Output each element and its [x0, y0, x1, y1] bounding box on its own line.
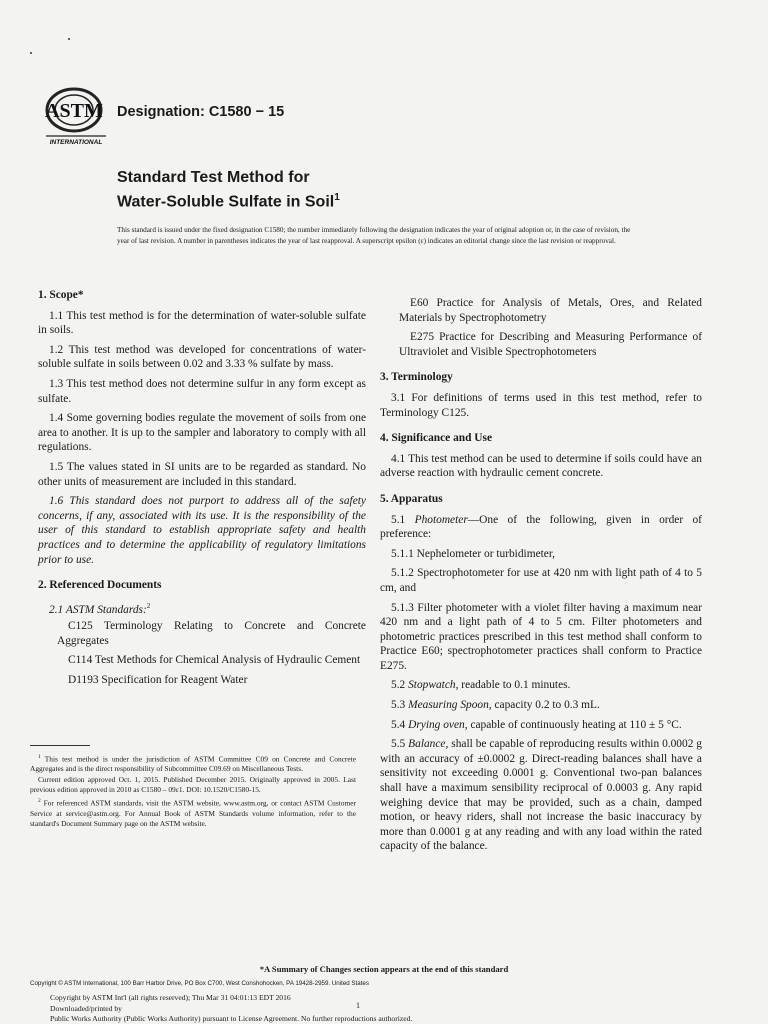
reference-e60: E60 Practice for Analysis of Metals, Ores, and Related Materials by Spectrophotometry [399, 297, 702, 324]
paragraph-5-4-number: 5.4 [391, 718, 406, 731]
paragraph-5-1-2: 5.1.2 Spectrophotometer for use at 420 nm with light path of 4 to 5 cm, and [380, 567, 702, 594]
reference-c125: C125 Terminology Relating to Concrete and Concrete Aggregates [57, 620, 366, 647]
paragraph-5-1-term: Photometer [414, 513, 468, 526]
paragraph-5-2-number: 5.2 [391, 679, 406, 692]
download-copyright-line: Copyright by ASTM Int'l (all rights reserved); Thu Mar 31 04:01:13 EDT 2016 [50, 993, 291, 1002]
svg-text:ASTM: ASTM [45, 100, 103, 122]
footnote-2 [30, 796, 356, 828]
footnote-rule [30, 745, 90, 746]
paragraph-5-5-text: shall be capable of reproducing results within 0.0002 g with an accuracy of ±0.0002 g. Direct-reading balances shall have a sensitivity not exceeding 0.0001 g. Conventional two-pan balances shall have a maximum sensibility reciprocal of 0.0003 g. Any rapid weighing device that may be provided, such as a chain, damped motion, or heavy riders, shall not increase the basic inaccuracy by more than 0.0001 g at any reading and with any load within the rated capacity of the balance. [380, 738, 702, 853]
reference-e275: E275 Practice for Describing and Measuring Performance of Ultraviolet and Visible Spectrophotometers [399, 331, 702, 358]
title-footnote-ref: 1 [334, 192, 340, 203]
footnote-1-marker: 1 [38, 754, 41, 760]
paragraph-5-2-term: Stopwatch, [408, 679, 459, 692]
paragraph-3-1: 3.1 For definitions of terms used in this test method, refer to Terminology C125. [380, 391, 702, 419]
footnote-1-text: This test method is under the jurisdiction of ASTM Committee C09 on Concrete and Concrete Aggregates and is the direct responsibility of Subcommittee C09.69 on Miscellaneous Tests. [30, 754, 357, 774]
copyright-address: Copyright © ASTM International, 100 Barr Harbor Drive, PO Box C700, West Conshohocken, PA 19428-2959. United States [30, 980, 369, 987]
summary-of-changes-note: *A Summary of Changes section appears at the end of this standard [259, 964, 509, 974]
section-heading-scope: 1. Scope* [38, 289, 84, 301]
paragraph-5-2 [380, 678, 702, 693]
footnote-1 [30, 752, 356, 774]
left-column [38, 288, 366, 692]
reference-d1193: D1193 Specification for Reagent Water [68, 673, 248, 686]
section-heading-significance: 4. Significance and Use [380, 432, 493, 445]
paragraph-5-1-text: —One of the following, given in order of preference: [380, 513, 702, 541]
scan-speck [68, 38, 70, 40]
scan-speck [30, 52, 32, 54]
downloaded-by-line: Downloaded/printed by [50, 1004, 122, 1013]
paragraph-5-5-number: 5.5 [391, 738, 406, 751]
paragraph-5-4-term: Drying oven, [408, 718, 468, 731]
reference-c114: C114 Test Methods for Chemical Analysis of Hydraulic Cement [68, 654, 361, 667]
paragraph-1-4: 1.4 Some governing bodies regulate the movement of soils from one area to another. It is up to the sampler and laboratory to comply with all regulations. [38, 412, 366, 454]
logo-text: INTERNATIONAL [49, 139, 103, 146]
title-line-1: Standard Test Method for [117, 169, 310, 186]
right-column [380, 296, 702, 859]
paragraph-4-1: 4.1 This test method can be used to determine if soils could have an adverse reaction with hydraulic cement concrete. [380, 452, 702, 480]
paragraph-2-1 [38, 599, 366, 617]
footnote-1-edition: Current edition approved Oct. 1, 2015. Published December 2015. Originally approved in 2005. Last previous edition approved in 2010 as C1580 – 09ε1. DOI: 10.1520/C1580-15. [30, 775, 356, 795]
title-line-2-text: Water-Soluble Sulfate in Soil [117, 193, 335, 211]
paragraph-5-3-number: 5.3 [391, 699, 406, 712]
paragraph-1-1: 1.1 This test method is for the determination of water-soluble sulfate in soils. [38, 309, 366, 337]
footnotes [30, 745, 356, 830]
paragraph-1-5: 1.5 The values stated in SI units are to be regarded as standard. No other units of measurement are included in this standard. [38, 460, 366, 488]
astm-logo-icon [40, 86, 110, 146]
section-heading-apparatus: 5. Apparatus [380, 492, 443, 505]
paragraph-5-5-term: Balance, [408, 738, 449, 751]
title-line-2 [117, 188, 340, 212]
paragraph-2-1-text: 2.1 ASTM Standards: [49, 603, 147, 616]
paragraph-1-3: 1.3 This test method does not determine sulfur in any form except as sulfate. [38, 377, 366, 405]
paragraph-5-1-1: 5.1.1 Nephelometer or turbidimeter, [391, 547, 556, 560]
paragraph-2-1-footnote-ref: 2 [146, 601, 151, 610]
paragraph-5-3 [380, 698, 702, 713]
paragraph-1-6: 1.6 This standard does not purport to address all of the safety concerns, if any, associated with its use. It is the responsibility of the user of this standard to establish appropriate safety and health practices and to determine the applicability of regulatory limitations prior to use. [38, 495, 366, 566]
section-heading-terminology: 3. Terminology [380, 371, 453, 384]
document-title [117, 168, 340, 212]
issuance-note: This standard is issued under the fixed designation C1580; the number immediately following the designation indicates the year of original adoption or, in the case of revision, the year of last revision. A number in parentheses indicates the year of last reapproval. A superscript epsilon (ε) indicates an editorial change since the last revision or reapproval. [117, 226, 631, 245]
paragraph-1-2: 1.2 This test method was developed for concentrations of water-soluble sulfate in soils between 0.02 and 3.33 % sulfate by mass. [38, 343, 366, 371]
paragraph-5-1 [380, 513, 702, 542]
footnote-2-text: For referenced ASTM standards, visit the ASTM website, www.astm.org, or contact ASTM Customer Service at service@astm.org. For Annual Book of ASTM Standards volume information, refer to the standard's Document Summary page on the ASTM website. [30, 798, 356, 828]
page-number: 1 [356, 1001, 360, 1010]
designation: Designation: C1580 − 15 [117, 104, 285, 120]
paragraph-5-4 [380, 718, 702, 733]
footnote-2-marker: 2 [38, 798, 41, 805]
license-line: Public Works Authority (Public Works Authority) pursuant to License Agreement. No further reproductions authorized. [50, 1014, 413, 1023]
section-heading-referenced-documents: 2. Referenced Documents [38, 579, 162, 592]
paragraph-5-1-number: 5.1 [391, 513, 406, 526]
paragraph-5-3-term: Measuring Spoon, [408, 699, 492, 712]
paragraph-5-1-3: 5.1.3 Filter photometer with a violet filter having a maximum near 420 nm and a light path of 4 to 5 cm. Filter photometers and photometric practices prescribed in this test method shall conform to Practice E60; spectrophotometer practices shall conform to Practice E275. [380, 601, 702, 672]
paragraph-5-3-text: capacity 0.2 to 0.3 mL. [494, 699, 600, 712]
paragraph-5-4-text: capable of continuously heating at 110 ± 5 °C. [470, 718, 682, 731]
paragraph-5-2-text: readable to 0.1 minutes. [461, 679, 571, 692]
paragraph-5-5 [380, 737, 702, 854]
